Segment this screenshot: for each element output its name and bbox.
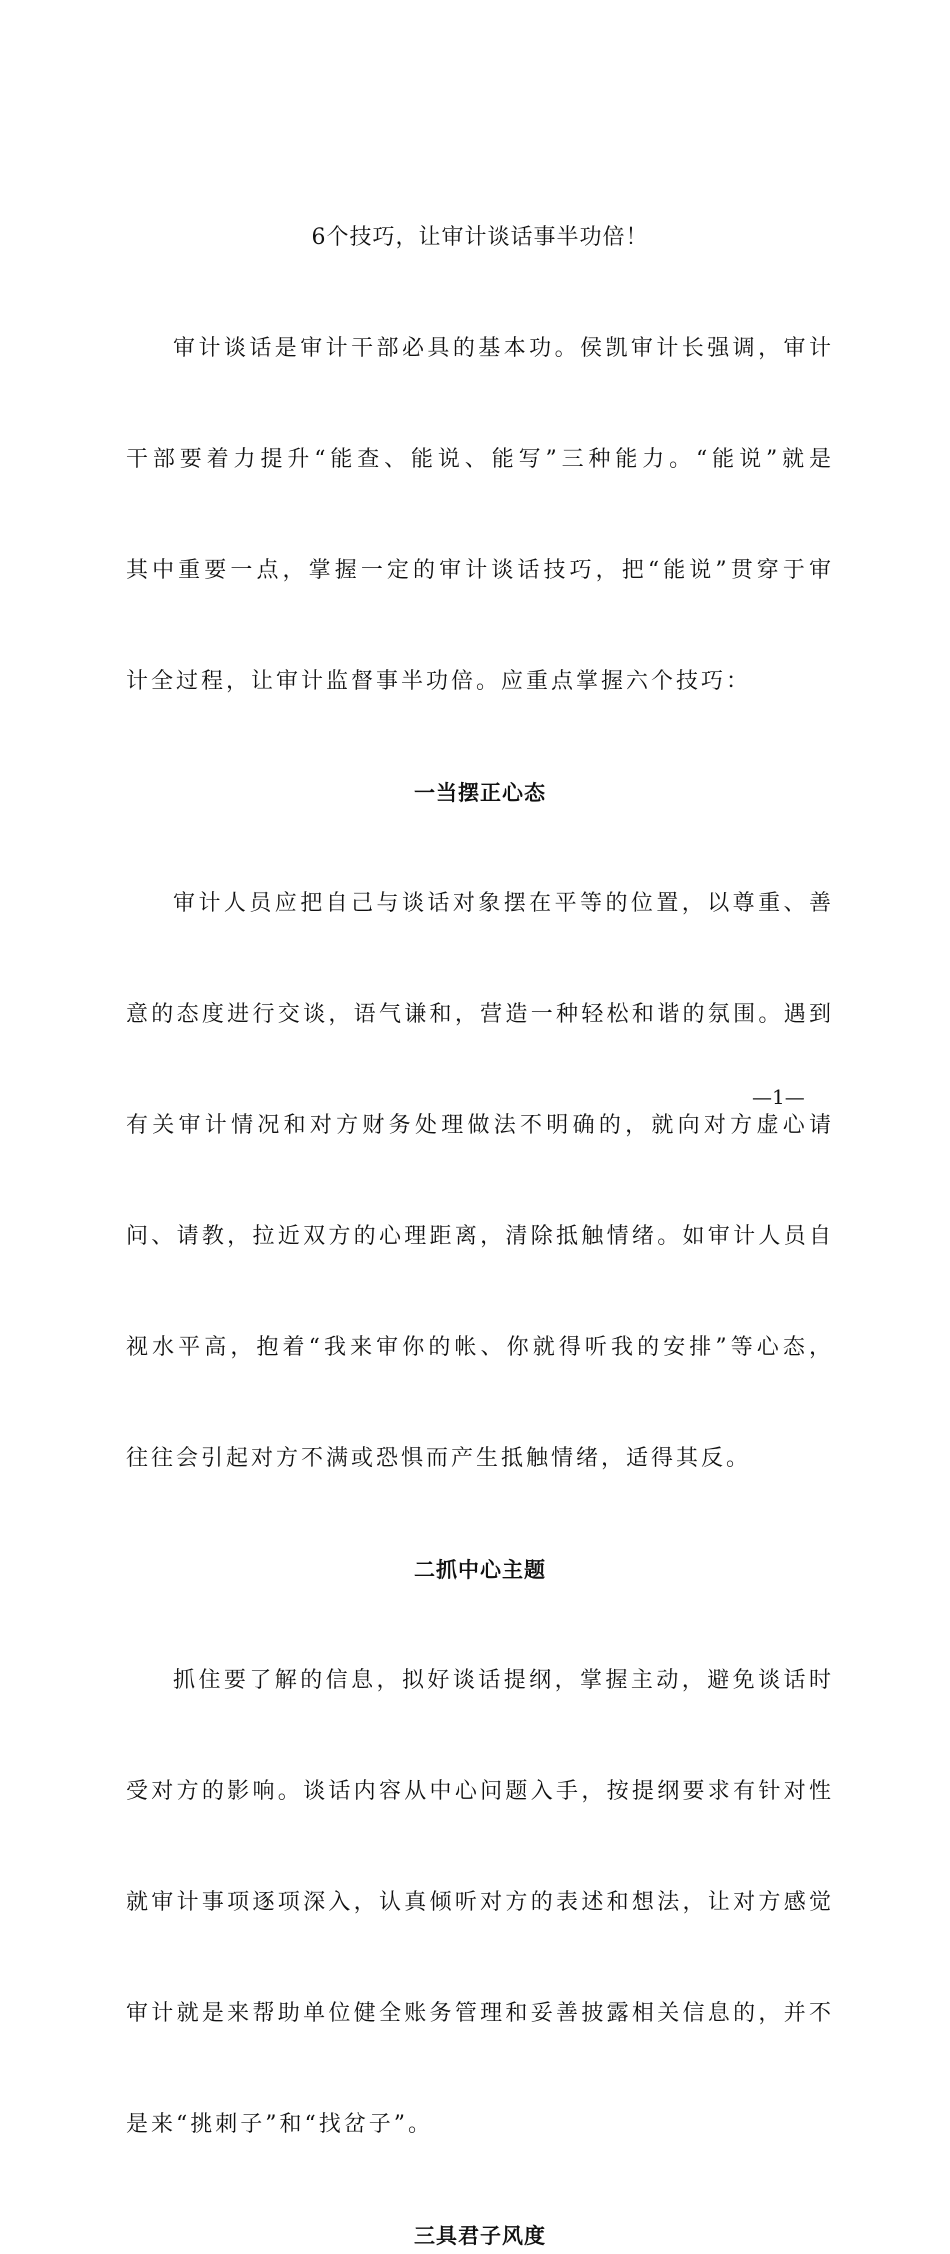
paragraph-line: 有关审计情况和对方财务处理做法不明确的，就向对方虚心请	[126, 1113, 834, 1138]
section-heading-2: 二抓中心主题	[414, 1557, 546, 1582]
paragraph-line: 就审计事项逐项深入，认真倾听对方的表述和想法，让对方感觉	[126, 1890, 834, 1915]
paragraph-line: 审计人员应把自己与谈话对象摆在平等的位置，以尊重、善	[173, 891, 834, 916]
intro-line: 审计谈话是审计干部必具的基本功。侯凯审计长强调，审计	[173, 336, 834, 361]
section-heading-1: 一当摆正心态	[414, 780, 546, 805]
page-number: —1—	[752, 1085, 805, 1109]
paragraph-line: 往往会引起对方不满或恐惧而产生抵触情绪，适得其反。	[126, 1446, 752, 1471]
section-1-paragraph	[126, 811, 834, 1551]
paragraph-line: 是来“挑刺子”和“找岔子”。	[126, 2112, 433, 2137]
paragraph-line: 受对方的影响。谈话内容从中心问题入手，按提纲要求有针对性	[126, 1779, 834, 1804]
document-body	[126, 219, 834, 2254]
section-2-paragraph	[126, 1588, 834, 2217]
intro-line: 计全过程，让审计监督事半功倍。应重点掌握六个技巧：	[126, 669, 752, 694]
document-title: 6个技巧，让审计谈话事半功倍！	[311, 225, 649, 250]
intro-line: 干部要着力提升“能查、能说、能写”三种能力。“能说”就是	[126, 447, 834, 472]
intro-line: 其中重要一点，掌握一定的审计谈话技巧，把“能说”贯穿于审	[126, 558, 834, 583]
paragraph-line: 审计就是来帮助单位健全账务管理和妥善披露相关信息的，并不	[126, 2001, 834, 2026]
paragraph-line: 问、请教，拉近双方的心理距离，清除抵触情绪。如审计人员自	[126, 1224, 834, 1249]
paragraph-line: 视水平高，抱着“我来审你的帐、你就得听我的安排”等心态，	[126, 1335, 834, 1360]
section-heading-3: 三具君子风度	[414, 2223, 546, 2248]
intro-paragraph	[126, 256, 834, 774]
paragraph-line: 抓住要了解的信息，拟好谈话提纲，掌握主动，避免谈话时	[173, 1668, 834, 1693]
paragraph-line: 意的态度进行交谈，语气谦和，营造一种轻松和谐的氛围。遇到	[126, 1002, 834, 1027]
